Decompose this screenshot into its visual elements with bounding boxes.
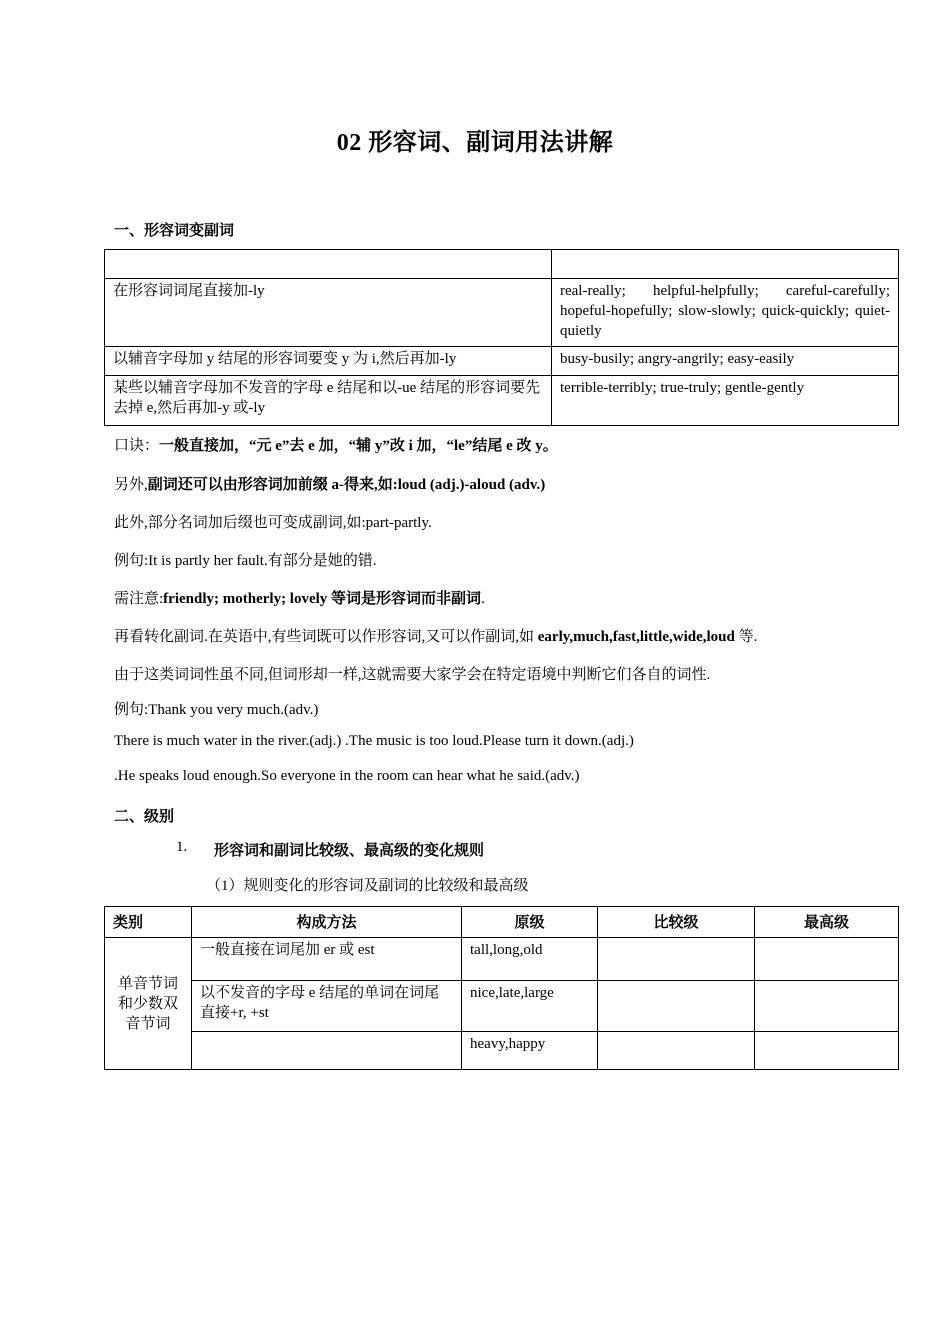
conversion-end: 等. (734, 629, 758, 645)
examples-cell: busy-busily; angry-angrily; easy-easily (552, 347, 899, 376)
header-method: 构成方法 (192, 907, 462, 938)
page-title: 02 形容词、副词用法讲解 (336, 130, 614, 156)
category-cell: 单音节词和少数双音节词 (105, 938, 192, 1070)
section-heading-2: 二、级别 (114, 809, 175, 825)
table-row (105, 347, 899, 376)
caution-note (114, 587, 485, 608)
method-cell: 一般直接在词尾加 er 或 est (192, 938, 462, 981)
table-row (105, 938, 899, 981)
section-heading-1: 一、形容词变副词 (114, 223, 235, 239)
base-cell: heavy,happy (462, 1032, 598, 1070)
example-sentence: 例句:Thank you very much.(adv.) (114, 702, 319, 718)
mnemonic-label: 口诀： (114, 438, 160, 454)
table-cell (552, 250, 899, 279)
conversion-text: 再看转化副词.在英语中,有些词既可以作形容词,又可以作副词,如 (114, 629, 538, 645)
comparative-cell (598, 938, 755, 981)
mnemonic-text: 一般直接加，“元 e”去 e 加，“辅 y”改 i 加，“le”结尾 e 改 y。 (159, 438, 558, 454)
superlative-cell (755, 981, 899, 1032)
table-header-row (105, 907, 899, 938)
rule-cell: 以辅音字母加 y 结尾的形容词要变 y 为 i,然后再加-ly (105, 347, 552, 376)
conversion-words: early,much,fast,little,wide,loud (537, 629, 735, 645)
superlative-cell (755, 1032, 899, 1070)
examples-cell: real-really; helpful-helpfully; careful-carefully; hopeful-hopefully; slow-slowly; quick-quickly; quiet-quietly (552, 279, 899, 347)
prefix-text: 副词还可以由形容词加前缀 a-得来,如:loud (adj.)-aloud (adv.) (147, 477, 546, 493)
caution-label: 需注意: (114, 591, 164, 607)
table-row (105, 376, 899, 426)
table-header-row (105, 250, 899, 279)
base-cell: tall,long,old (462, 938, 598, 981)
example-sentence: There is much water in the river.(adj.) .The music is too loud.Please turn it down.(adj.) (114, 733, 634, 749)
header-category: 类别 (105, 907, 192, 938)
caution-text: friendly; motherly; lovely 等词是形容词而非副词 (163, 591, 482, 607)
table-row (105, 279, 899, 347)
adj-to-adv-table (104, 249, 899, 426)
noun-suffix-note: 此外,部分名词加后缀也可变成副词,如:part-partly. (114, 515, 432, 531)
list-item-title: 形容词和副词比较级、最高级的变化规则 (214, 843, 485, 859)
method-cell: 以不发音的字母 e 结尾的单词在词尾直接+r, +st (192, 981, 462, 1032)
example-sentence: 例句:It is partly her fault.有部分是她的错. (114, 553, 377, 569)
prefix-label: 另外, (114, 477, 148, 493)
prefix-note (114, 473, 545, 494)
caution-end: . (481, 591, 485, 607)
sub-title: （1）规则变化的形容词及副词的比较级和最高级 (206, 878, 529, 894)
header-superlative: 最高级 (755, 907, 899, 938)
examples-cell: terrible-terribly; true-truly; gentle-gently (552, 376, 899, 426)
superlative-cell (755, 938, 899, 981)
header-base: 原级 (462, 907, 598, 938)
mnemonic (114, 434, 558, 455)
comparison-table (104, 906, 899, 1070)
rule-cell: 某些以辅音字母加不发音的字母 e 结尾和以-ue 结尾的形容词要先去掉 e,然后再加-y 或-ly (105, 376, 552, 426)
conversion-explanation: 由于这类词词性虽不同,但词形却一样,这就需要大家学会在特定语境中判断它们各自的词性. (114, 667, 711, 683)
comparative-cell (598, 1032, 755, 1070)
table-row (105, 1032, 899, 1070)
method-cell (192, 1032, 462, 1070)
conversion-note (114, 625, 757, 646)
base-cell: nice,late,large (462, 981, 598, 1032)
table-row (105, 981, 899, 1032)
table-cell (105, 250, 552, 279)
list-item-number: 1. (176, 839, 188, 855)
rule-cell: 在形容词词尾直接加-ly (105, 279, 552, 347)
comparative-cell (598, 981, 755, 1032)
header-comparative: 比较级 (598, 907, 755, 938)
example-sentence: .He speaks loud enough.So everyone in the room can hear what he said.(adv.) (114, 768, 580, 784)
